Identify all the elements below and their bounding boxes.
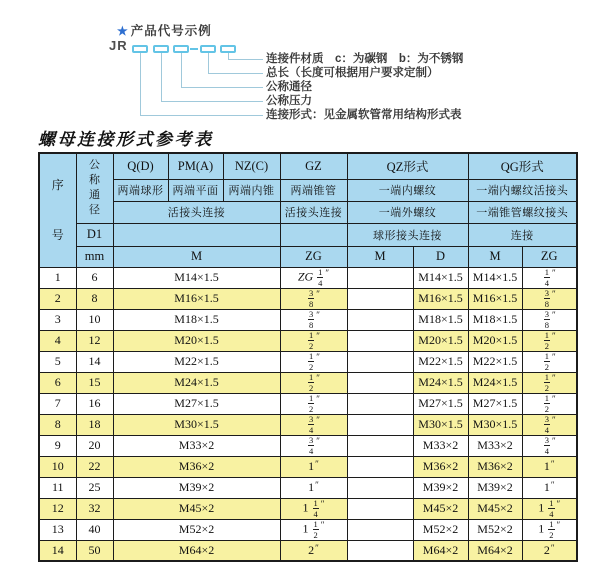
cell-gz-zg: $\frac{1}{2}$ ″ bbox=[280, 351, 347, 372]
cell-gz-zg: $\frac{3}{8}$ ″ bbox=[280, 288, 347, 309]
cell-qz-m bbox=[347, 372, 413, 393]
cell-qz-m bbox=[347, 330, 413, 351]
col-header-qz-conn: 球形接头连接 bbox=[347, 223, 468, 246]
cell-m: M64×2 bbox=[113, 540, 280, 561]
cell-qg-m: M18×1.5 bbox=[468, 309, 522, 330]
cell-dn: 20 bbox=[76, 435, 113, 456]
col-header-qz-desc1: 一端内螺纹 bbox=[347, 179, 468, 201]
cell-qg-m: M16×1.5 bbox=[468, 288, 522, 309]
cell-qz-d: M16×1.5 bbox=[413, 288, 468, 309]
cell-qg-m: M22×1.5 bbox=[468, 351, 522, 372]
cell-gz-zg: 2″ bbox=[280, 540, 347, 561]
col-header-qz-desc2: 一端外螺纹 bbox=[347, 201, 468, 223]
table-header bbox=[39, 153, 577, 267]
cell-dn: 14 bbox=[76, 351, 113, 372]
cell-qz-d: M36×2 bbox=[413, 456, 468, 477]
cell-gz-zg: $\frac{3}{4}$ ″ bbox=[280, 414, 347, 435]
cell-gz-zg: $\frac{1}{2}$ ″ bbox=[280, 372, 347, 393]
cell-qz-d: M33×2 bbox=[413, 435, 468, 456]
cell-qz-m bbox=[347, 267, 413, 288]
cell-m: M30×1.5 bbox=[113, 414, 280, 435]
cell-dn: 22 bbox=[76, 456, 113, 477]
label-nominal-pressure: 公称压力 bbox=[266, 95, 312, 107]
table-row bbox=[39, 393, 577, 414]
cell-qg-m: M20×1.5 bbox=[468, 330, 522, 351]
diagram-labels bbox=[266, 52, 463, 122]
cell-qz-m bbox=[347, 393, 413, 414]
cell-qg-zg: $\frac{3}{4}$ ″ bbox=[522, 435, 577, 456]
table-row bbox=[39, 414, 577, 435]
col-header-mm: mm bbox=[76, 246, 113, 267]
cell-m: M33×2 bbox=[113, 435, 280, 456]
product-code-heading bbox=[117, 21, 212, 39]
cell-m: M27×1.5 bbox=[113, 393, 280, 414]
table-row bbox=[39, 351, 577, 372]
cell-qz-d: M52×2 bbox=[413, 519, 468, 540]
table-row bbox=[39, 435, 577, 456]
product-code-heading-text: 产品代号示例 bbox=[130, 24, 212, 38]
cell-qg-m: M33×2 bbox=[468, 435, 522, 456]
cell-m: M20×1.5 bbox=[113, 330, 280, 351]
table-row bbox=[39, 540, 577, 561]
cell-qg-zg: $\frac{3}{8}$ ″ bbox=[522, 288, 577, 309]
table-row bbox=[39, 267, 577, 288]
cell-seq: 2 bbox=[39, 288, 76, 309]
cell-qz-m bbox=[347, 477, 413, 498]
col-header-pm-desc: 两端平面 bbox=[168, 179, 223, 201]
code-box-2 bbox=[153, 45, 169, 53]
col-header-gz-conn: 活接头连接 bbox=[280, 201, 347, 223]
cell-qg-m: M14×1.5 bbox=[468, 267, 522, 288]
cell-qg-zg: $\frac{1}{2}$ ″ bbox=[522, 393, 577, 414]
cell-qg-zg: 1″ bbox=[522, 477, 577, 498]
cell-seq: 12 bbox=[39, 498, 76, 519]
cell-seq: 6 bbox=[39, 372, 76, 393]
col-header-q-desc: 两端球形 bbox=[113, 179, 168, 201]
col-header-dn: 公 称 通 径 bbox=[76, 153, 113, 223]
cell-qg-zg: $\frac{3}{4}$ ″ bbox=[522, 414, 577, 435]
nut-connection-reference-table bbox=[38, 152, 578, 562]
cell-gz-zg: 1 $\frac{1}{4}$ ″ bbox=[280, 498, 347, 519]
col-header-qz-code: QZ形式 bbox=[347, 153, 468, 179]
code-box-1 bbox=[132, 45, 148, 53]
cell-qz-d: M39×2 bbox=[413, 477, 468, 498]
cell-dn: 32 bbox=[76, 498, 113, 519]
cell-gz-zg: $\frac{3}{4}$ ″ bbox=[280, 435, 347, 456]
table-row bbox=[39, 372, 577, 393]
table-row bbox=[39, 519, 577, 540]
table-row bbox=[39, 498, 577, 519]
col-header-qg-unit2: ZG bbox=[522, 246, 577, 267]
cell-dn: 8 bbox=[76, 288, 113, 309]
cell-qg-zg: 1 $\frac{1}{4}$ ″ bbox=[522, 498, 577, 519]
cell-qg-zg: 1 $\frac{1}{2}$ ″ bbox=[522, 519, 577, 540]
cell-qg-m: M27×1.5 bbox=[468, 393, 522, 414]
code-box-5 bbox=[220, 45, 236, 53]
table-row bbox=[39, 477, 577, 498]
cell-dn: 25 bbox=[76, 477, 113, 498]
cell-m: M16×1.5 bbox=[113, 288, 280, 309]
cell-qz-m bbox=[347, 498, 413, 519]
product-code-prefix: JR bbox=[109, 38, 128, 53]
cell-seq: 4 bbox=[39, 330, 76, 351]
cell-m: M24×1.5 bbox=[113, 372, 280, 393]
cell-m: M14×1.5 bbox=[113, 267, 280, 288]
cell-seq: 11 bbox=[39, 477, 76, 498]
cell-dn: 12 bbox=[76, 330, 113, 351]
cell-qg-m: M64×2 bbox=[468, 540, 522, 561]
table-row bbox=[39, 309, 577, 330]
cell-qz-d: M14×1.5 bbox=[413, 267, 468, 288]
col-header-qg-desc1: 一端内螺纹活接头 bbox=[468, 179, 577, 201]
cell-dn: 40 bbox=[76, 519, 113, 540]
cell-gz-zg: ZG $\frac{1}{4}$ ″ bbox=[280, 267, 347, 288]
col-header-nz-desc: 两端内锥 bbox=[223, 179, 280, 201]
cell-m: M52×2 bbox=[113, 519, 280, 540]
cell-seq: 7 bbox=[39, 393, 76, 414]
table-row bbox=[39, 456, 577, 477]
cell-qg-zg: 1″ bbox=[522, 456, 577, 477]
label-material: 连接件材质 c：为碳钢 b：为不锈钢 bbox=[266, 53, 464, 65]
cell-qz-d: M64×2 bbox=[413, 540, 468, 561]
cell-qg-zg: $\frac{1}{4}$ ″ bbox=[522, 267, 577, 288]
cell-seq: 1 bbox=[39, 267, 76, 288]
table-title: 螺母连接形式参考表 bbox=[38, 130, 214, 149]
cell-dn: 16 bbox=[76, 393, 113, 414]
col-header-gz-unit: ZG bbox=[280, 246, 347, 267]
cell-qz-m bbox=[347, 519, 413, 540]
label-connection-form: 连接形式：见金属软管常用结构形式表 bbox=[266, 109, 462, 121]
col-header-m-unit: M bbox=[113, 246, 280, 267]
cell-qz-m bbox=[347, 288, 413, 309]
cell-qg-zg: $\frac{1}{2}$ ″ bbox=[522, 351, 577, 372]
cell-dn: 10 bbox=[76, 309, 113, 330]
cell-m: M22×1.5 bbox=[113, 351, 280, 372]
col-header-qg-code: QG形式 bbox=[468, 153, 577, 179]
cell-qg-zg: $\frac{1}{2}$ ″ bbox=[522, 330, 577, 351]
cell-m: M45×2 bbox=[113, 498, 280, 519]
cell-qz-d: M24×1.5 bbox=[413, 372, 468, 393]
label-total-length: 总长（长度可根据用户要求定制） bbox=[266, 67, 439, 79]
col-header-qz-unit1: M bbox=[347, 246, 413, 267]
cell-seq: 14 bbox=[39, 540, 76, 561]
cell-gz-zg: $\frac{3}{8}$ ″ bbox=[280, 309, 347, 330]
cell-gz-zg: $\frac{1}{2}$ ″ bbox=[280, 393, 347, 414]
col-header-gz-desc: 两端锥管 bbox=[280, 179, 347, 201]
col-header-qz-unit2: D bbox=[413, 246, 468, 267]
cell-gz-zg: 1 $\frac{1}{2}$ ″ bbox=[280, 519, 347, 540]
cell-qz-m bbox=[347, 456, 413, 477]
header-union-connection: 活接头连接 bbox=[113, 201, 280, 223]
cell-qg-m: M45×2 bbox=[468, 498, 522, 519]
cell-gz-zg: 1″ bbox=[280, 456, 347, 477]
cell-qz-m bbox=[347, 309, 413, 330]
cell-m: M39×2 bbox=[113, 477, 280, 498]
cell-qz-m bbox=[347, 435, 413, 456]
code-box-3 bbox=[173, 45, 189, 53]
cell-seq: 10 bbox=[39, 456, 76, 477]
col-header-q-code: Q(D) bbox=[113, 153, 168, 179]
cell-seq: 9 bbox=[39, 435, 76, 456]
cell-qz-m bbox=[347, 351, 413, 372]
cell-dn: 6 bbox=[76, 267, 113, 288]
cell-qz-d: M45×2 bbox=[413, 498, 468, 519]
col-header-qg-desc2: 一端锥管螺纹接头 bbox=[468, 201, 577, 223]
cell-qg-zg: $\frac{3}{8}$ ″ bbox=[522, 309, 577, 330]
cell-qz-d: M22×1.5 bbox=[413, 351, 468, 372]
label-nominal-diameter: 公称通径 bbox=[266, 81, 312, 93]
cell-seq: 3 bbox=[39, 309, 76, 330]
cell-dn: 18 bbox=[76, 414, 113, 435]
cell-m: M36×2 bbox=[113, 456, 280, 477]
header-empty-span bbox=[113, 223, 280, 246]
cell-qg-zg: $\frac{1}{2}$ ″ bbox=[522, 372, 577, 393]
star-icon: ★ bbox=[117, 24, 129, 38]
cell-dn: 15 bbox=[76, 372, 113, 393]
cell-m: M18×1.5 bbox=[113, 309, 280, 330]
table-row bbox=[39, 288, 577, 309]
cell-qz-d: M27×1.5 bbox=[413, 393, 468, 414]
cell-qz-d: M20×1.5 bbox=[413, 330, 468, 351]
leader-line-material bbox=[228, 53, 263, 60]
cell-seq: 8 bbox=[39, 414, 76, 435]
header-empty-gz bbox=[280, 223, 347, 246]
cell-qz-d: M30×1.5 bbox=[413, 414, 468, 435]
cell-gz-zg: 1″ bbox=[280, 477, 347, 498]
col-header-d1: D1 bbox=[76, 223, 113, 246]
col-header-qg-unit1: M bbox=[468, 246, 522, 267]
cell-qg-m: M24×1.5 bbox=[468, 372, 522, 393]
cell-dn: 50 bbox=[76, 540, 113, 561]
dash-separator bbox=[190, 48, 198, 50]
col-header-gz-code: GZ bbox=[280, 153, 347, 179]
col-header-seq: 序 号 bbox=[39, 153, 76, 267]
cell-seq: 5 bbox=[39, 351, 76, 372]
table-body bbox=[39, 267, 577, 561]
col-header-nz-code: NZ(C) bbox=[223, 153, 280, 179]
cell-qz-m bbox=[347, 414, 413, 435]
cell-qg-m: M36×2 bbox=[468, 456, 522, 477]
col-header-qg-conn: 连接 bbox=[468, 223, 577, 246]
col-header-pm-code: PM(A) bbox=[168, 153, 223, 179]
code-box-4 bbox=[200, 45, 216, 53]
cell-qz-d: M18×1.5 bbox=[413, 309, 468, 330]
cell-seq: 13 bbox=[39, 519, 76, 540]
cell-qg-m: M52×2 bbox=[468, 519, 522, 540]
cell-qz-m bbox=[347, 540, 413, 561]
cell-qg-m: M30×1.5 bbox=[468, 414, 522, 435]
cell-qg-m: M39×2 bbox=[468, 477, 522, 498]
table-row bbox=[39, 330, 577, 351]
cell-gz-zg: $\frac{1}{2}$ ″ bbox=[280, 330, 347, 351]
cell-qg-zg: 2″ bbox=[522, 540, 577, 561]
